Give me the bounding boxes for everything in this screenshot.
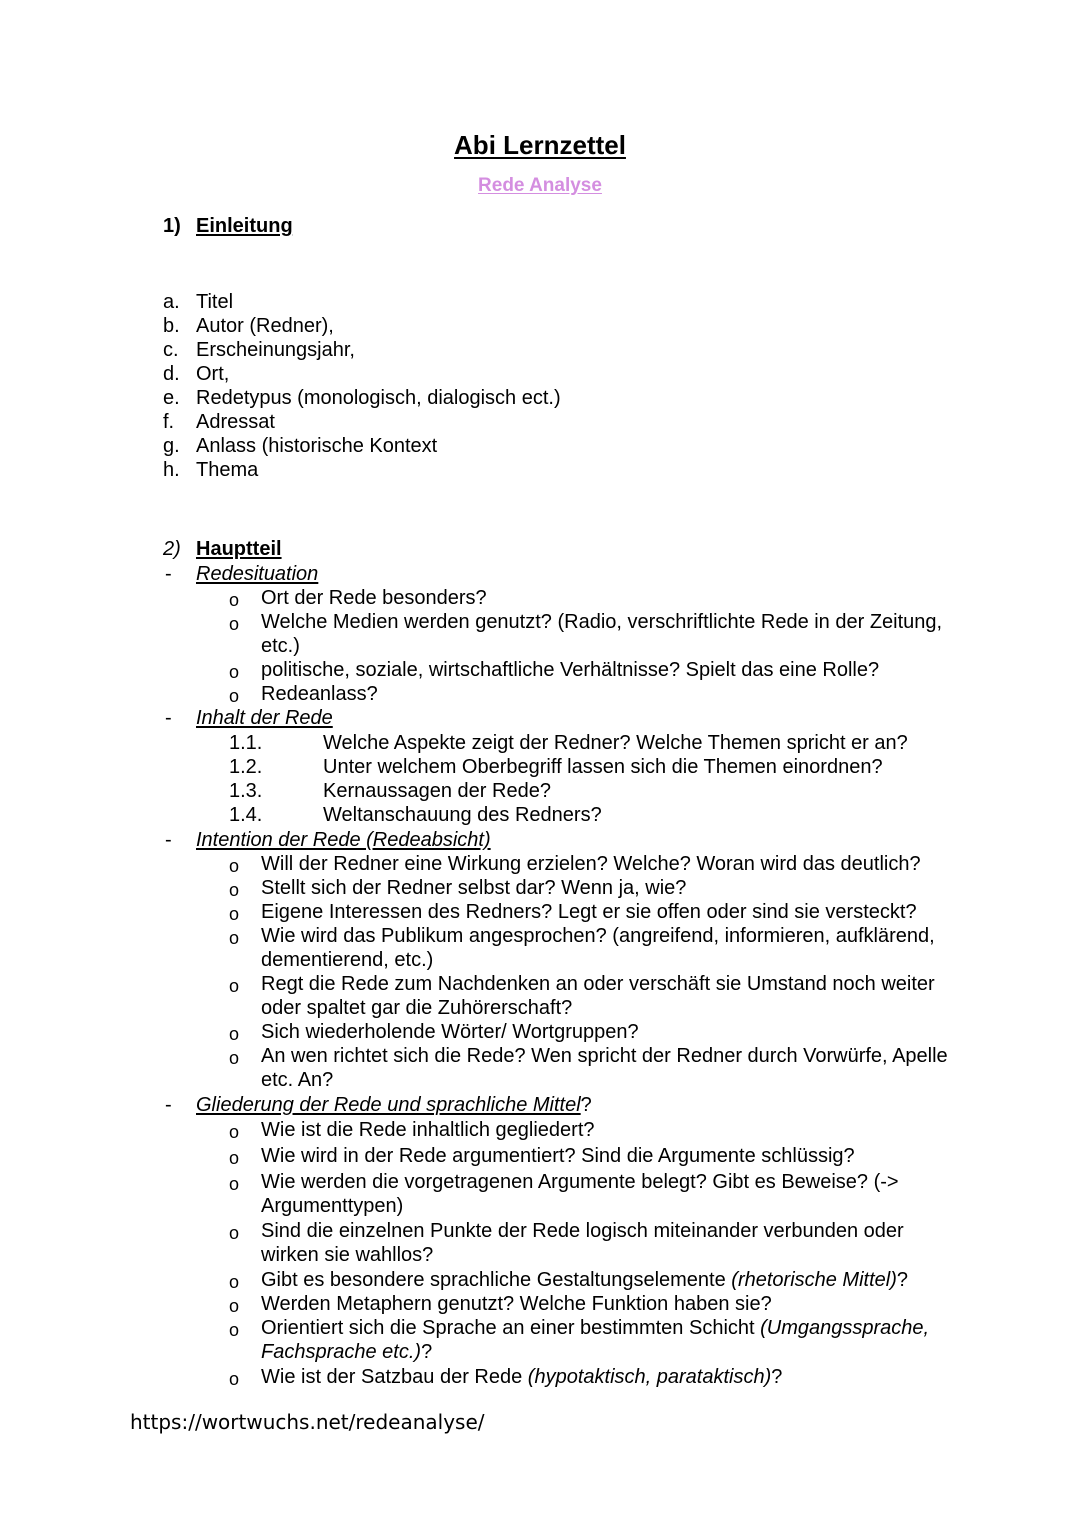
subsection-redesituation: Redesituation — [196, 563, 319, 585]
list-item: Welche Medien werden genutzt? (Radio, verschriftlichte Rede in der Zeitung, — [261, 611, 943, 633]
subsection-gliederung — [196, 1093, 592, 1117]
bullet-marker: o — [229, 614, 240, 634]
list-item: Stellt sich der Redner selbst dar? Wenn ja, wie? — [261, 877, 687, 899]
bullet-marker: o — [229, 1296, 240, 1316]
section-heading-hauptteil: Hauptteil — [196, 538, 282, 560]
list-marker: e. — [163, 387, 180, 409]
list-item: Sich wiederholende Wörter/ Wortgruppen? — [261, 1021, 639, 1043]
bullet-marker: o — [229, 1272, 240, 1292]
list-item: etc. An? — [261, 1069, 334, 1091]
list-item: Erscheinungsjahr, — [196, 339, 355, 361]
list-item: Adressat — [196, 411, 275, 433]
text-span: Orientiert sich die Sprache an einer bestimmten Schicht — [261, 1317, 761, 1339]
list-item: Wie wird in der Rede argumentiert? Sind die Argumente schlüssig? — [261, 1145, 855, 1167]
dash-marker: - — [165, 563, 172, 585]
bullet-marker: o — [229, 662, 240, 682]
bullet-marker: o — [229, 1369, 240, 1389]
list-item: Wie ist die Rede inhaltlich gegliedert? — [261, 1119, 595, 1141]
list-item: Werden Metaphern genutzt? Welche Funktion haben sie? — [261, 1293, 772, 1315]
text-span: (hypotaktisch, parataktisch) — [527, 1366, 772, 1388]
section-number-2: 2) — [163, 538, 181, 560]
text-span: ? — [421, 1341, 433, 1363]
numbered-marker: 1.1. — [229, 732, 263, 754]
list-item: Ort, — [196, 363, 230, 385]
list-item: Regt die Rede zum Nachdenken an oder verschäft sie Umstand noch weiter — [261, 973, 935, 995]
bullet-marker: o — [229, 1048, 240, 1068]
text-span: (Umgangssprache, — [760, 1317, 930, 1339]
subsection-gliederung-label: Gliederung der Rede und sprachliche Mittel — [196, 1094, 581, 1116]
dash-marker: - — [165, 707, 172, 729]
list-item: Anlass (historische Kontext — [196, 435, 438, 457]
list-item: An wen richtet sich die Rede? Wen spricht der Redner durch Vorwürfe, Apelle — [261, 1045, 948, 1067]
bullet-marker: o — [229, 1320, 240, 1340]
list-item: Redetypus (monologisch, dialogisch ect.) — [196, 387, 561, 409]
text-span: ? — [896, 1269, 909, 1291]
bullet-marker: o — [229, 1174, 240, 1194]
list-item: dementierend, etc.) — [261, 949, 434, 971]
text-span: Gibt es besondere sprachliche Gestaltungselemente — [261, 1269, 732, 1291]
subsection-gliederung-suffix: ? — [580, 1094, 592, 1116]
list-item — [261, 1316, 929, 1340]
list-item: Redeanlass? — [261, 683, 378, 705]
dash-marker: - — [165, 1094, 172, 1116]
bullet-marker: o — [229, 880, 240, 900]
list-item: Titel — [196, 291, 234, 313]
list-item: Argumenttypen) — [261, 1195, 404, 1217]
list-marker: h. — [163, 459, 180, 481]
bullet-marker: o — [229, 976, 240, 996]
list-item: etc.) — [261, 635, 300, 657]
numbered-marker: 1.3. — [229, 780, 263, 802]
numbered-marker: 1.2. — [229, 756, 263, 778]
bullet-marker: o — [229, 1223, 240, 1243]
text-span: Fachsprache etc.) — [261, 1341, 422, 1363]
list-item: Wie werden die vorgetragenen Argumente belegt? Gibt es Beweise? (-> — [261, 1171, 899, 1193]
section-number-1: 1) — [163, 215, 181, 237]
list-item — [261, 1340, 432, 1364]
subsection-intention: Intention der Rede (Redeabsicht) — [196, 829, 491, 851]
list-item: Eigene Interessen des Redners? Legt er sie offen oder sind sie versteckt? — [261, 901, 917, 923]
list-item: Weltanschauung des Redners? — [323, 804, 602, 826]
bullet-marker: o — [229, 590, 240, 610]
list-item: Ort der Rede besonders? — [261, 587, 487, 609]
dash-marker: - — [165, 829, 172, 851]
numbered-marker: 1.4. — [229, 804, 263, 826]
list-marker: g. — [163, 435, 180, 457]
subsection-inhalt: Inhalt der Rede — [196, 707, 333, 729]
list-item: wirken sie wahllos? — [261, 1244, 434, 1266]
list-item: oder spaltet gar die Zuhörerschaft? — [261, 997, 573, 1019]
list-item: Wie wird das Publikum angesprochen? (angreifend, informieren, aufklärend, — [261, 925, 935, 947]
list-marker: d. — [163, 363, 180, 385]
bullet-marker: o — [229, 856, 240, 876]
bullet-marker: o — [229, 1148, 240, 1168]
list-item: Will der Redner eine Wirkung erzielen? Welche? Woran wird das deutlich? — [261, 853, 921, 875]
bullet-marker: o — [229, 686, 240, 706]
page-title: Abi Lernzettel — [454, 130, 626, 160]
list-marker: f. — [163, 411, 175, 433]
bullet-marker: o — [229, 1024, 240, 1044]
list-item — [261, 1365, 782, 1389]
text-span: (rhetorische Mittel) — [731, 1269, 897, 1291]
list-item — [261, 1268, 908, 1292]
list-item: politische, soziale, wirtschaftliche Verhältnisse? Spielt das eine Rolle? — [261, 659, 880, 681]
list-item: Thema — [196, 459, 259, 481]
list-item: Sind die einzelnen Punkte der Rede logisch miteinander verbunden oder — [261, 1220, 904, 1242]
bullet-marker: o — [229, 1122, 240, 1142]
list-item: Kernaussagen der Rede? — [323, 780, 551, 802]
list-item: Welche Aspekte zeigt der Redner? Welche Themen spricht er an? — [323, 732, 908, 754]
list-marker: a. — [163, 291, 180, 313]
list-item: Unter welchem Oberbegriff lassen sich die Themen einordnen? — [323, 756, 883, 778]
list-item: Autor (Redner), — [196, 315, 334, 337]
list-marker: c. — [163, 339, 179, 361]
list-marker: b. — [163, 315, 180, 337]
text-span: ? — [771, 1366, 783, 1388]
text-span: Wie ist der Satzbau der Rede — [261, 1366, 528, 1388]
section-heading-einleitung: Einleitung — [196, 215, 293, 237]
page-subtitle: Rede Analyse — [478, 175, 602, 196]
bullet-marker: o — [229, 928, 240, 948]
bullet-marker: o — [229, 904, 240, 924]
source-url: https://wortwuchs.net/redeanalyse/ — [130, 1410, 485, 1434]
